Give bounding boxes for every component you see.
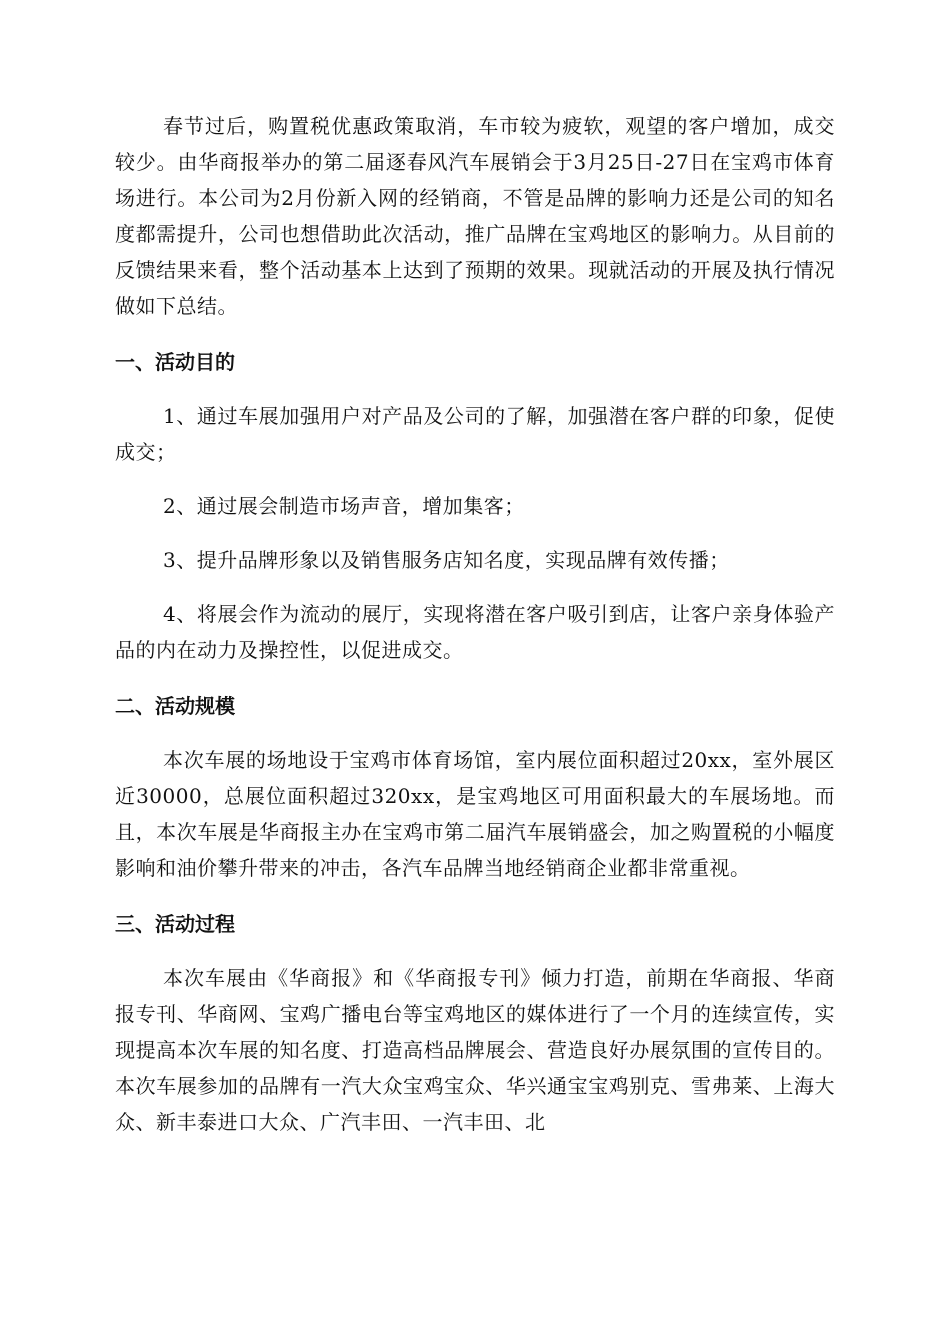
- section-heading-scale: 二、活动规模: [115, 694, 235, 718]
- intro-paragraph: 春节过后，购置税优惠政策取消，车市较为疲软，观望的客户增加，成交较少。由华商报举办的第二届逐春风汽车展销会于3月25日-27日在宝鸡市体育场进行。本公司为2月份新入网的经销商，不管是品牌的影响力还是公司的知名度都需提升，公司也想借助此次活动，推广品牌在宝鸡地区的影响力。从目前的反馈结果来看，整个活动基本上达到了预期的效果。现就活动的开展及执行情况做如下总结。: [115, 114, 835, 318]
- purpose-item-4: 4、将展会作为流动的展厅，实现将潜在客户吸引到店，让客户亲身体验产品的内在动力及操控性，以促进成交。: [115, 602, 835, 662]
- section-heading-process: 三、活动过程: [115, 912, 235, 936]
- scale-paragraph: 本次车展的场地设于宝鸡市体育场馆，室内展位面积超过20xx，室外展区近30000，总展位面积超过320xx，是宝鸡地区可用面积最大的车展场地。而且，本次车展是华商报主办在宝鸡市第二届汽车展销盛会，加之购置税的小幅度影响和油价攀升带来的冲击，各汽车品牌当地经销商企业都非常重视。: [115, 748, 835, 880]
- purpose-item-1: 1、通过车展加强用户对产品及公司的了解，加强潜在客户群的印象，促使成交；: [115, 404, 835, 464]
- process-paragraph: 本次车展由《华商报》和《华商报专刊》倾力打造，前期在华商报、华商报专刊、华商网、宝鸡广播电台等宝鸡地区的媒体进行了一个月的连续宣传，实现提高本次车展的知名度、打造高档品牌展会、营造良好办展氛围的宣传目的。本次车展参加的品牌有一汽大众宝鸡宝众、华兴通宝宝鸡别克、雪弗莱、上海大众、新丰泰进口大众、广汽丰田、一汽丰田、北: [115, 966, 835, 1134]
- purpose-item-2: 2、通过展会制造市场声音，增加集客；: [163, 494, 525, 518]
- section-heading-purpose: 一、活动目的: [115, 350, 235, 374]
- document-page: [115, 108, 835, 1140]
- purpose-item-3: 3、提升品牌形象以及销售服务店知名度，实现品牌有效传播；: [163, 548, 730, 572]
